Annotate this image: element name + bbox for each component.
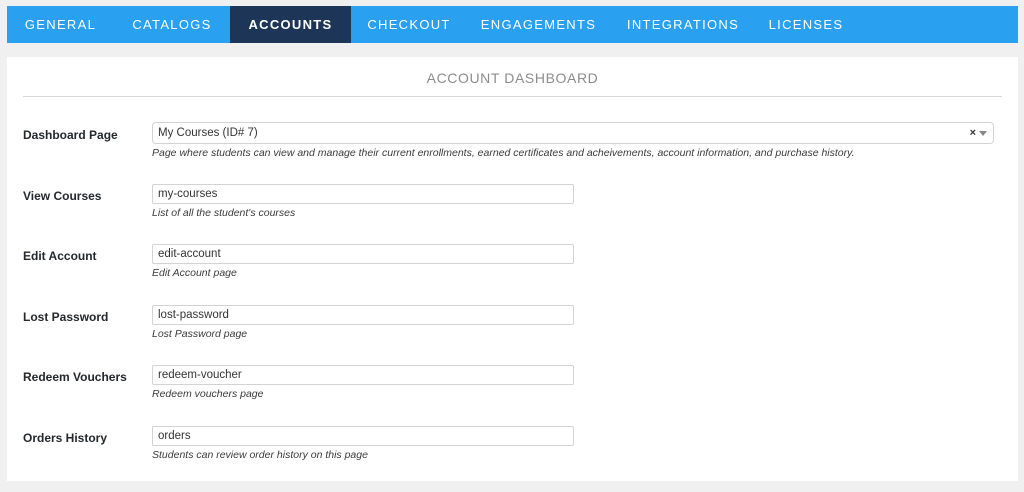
redeem-vouchers-row	[7, 365, 1018, 405]
orders-history-row	[7, 426, 1018, 466]
view-courses-row	[7, 184, 1018, 224]
edit-account-description: Edit Account page	[152, 267, 237, 279]
view-courses-value: my-courses	[158, 188, 218, 200]
panel-title: ACCOUNT DASHBOARD	[426, 70, 599, 86]
tab-accounts[interactable]: ACCOUNTS	[230, 6, 351, 43]
view-courses-input[interactable]	[152, 184, 574, 204]
edit-account-value: edit-account	[158, 248, 221, 260]
dashboard-page-select[interactable]	[152, 122, 994, 144]
redeem-vouchers-label: Redeem Vouchers	[23, 370, 127, 384]
chevron-down-icon[interactable]	[979, 131, 987, 136]
redeem-vouchers-input[interactable]	[152, 365, 574, 385]
lost-password-input[interactable]	[152, 305, 574, 325]
lost-password-row	[7, 305, 1018, 345]
orders-history-label: Orders History	[23, 431, 108, 445]
lost-password-description: Lost Password page	[152, 328, 248, 340]
lost-password-value: lost-password	[158, 309, 229, 321]
tab-licenses[interactable]: LICENSES	[768, 17, 844, 32]
edit-account-input[interactable]	[152, 244, 574, 264]
redeem-vouchers-description: Redeem vouchers page	[152, 388, 264, 400]
dashboard-page-row	[7, 121, 1018, 161]
lost-password-label: Lost Password	[23, 310, 109, 324]
orders-history-input[interactable]	[152, 426, 574, 446]
view-courses-description: List of all the student's courses	[152, 207, 296, 219]
tab-catalogs[interactable]: CATALOGS	[132, 17, 212, 32]
dashboard-page-label: Dashboard Page	[23, 128, 118, 142]
account-dashboard-panel	[7, 57, 1018, 481]
orders-history-value: orders	[158, 430, 191, 442]
tab-integrations[interactable]: INTEGRATIONS	[626, 17, 740, 32]
redeem-vouchers-value: redeem-voucher	[158, 369, 242, 381]
edit-account-row	[7, 244, 1018, 284]
orders-history-description: Students can review order history on this page	[152, 449, 368, 461]
dashboard-page-description: Page where students can view and manage their current enrollments, earned certificates and acheivements, account information, and purchase history.	[152, 147, 855, 159]
clear-icon[interactable]: ×	[969, 127, 976, 139]
view-courses-label: View Courses	[23, 189, 102, 203]
tab-checkout[interactable]: CHECKOUT	[367, 17, 451, 32]
panel-divider	[23, 96, 1002, 97]
edit-account-label: Edit Account	[23, 249, 97, 263]
tab-engagements[interactable]: ENGAGEMENTS	[480, 17, 597, 32]
settings-tab-bar	[7, 6, 1018, 43]
tab-general[interactable]: GENERAL	[24, 17, 97, 32]
dashboard-page-value: My Courses (ID# 7)	[158, 127, 258, 139]
